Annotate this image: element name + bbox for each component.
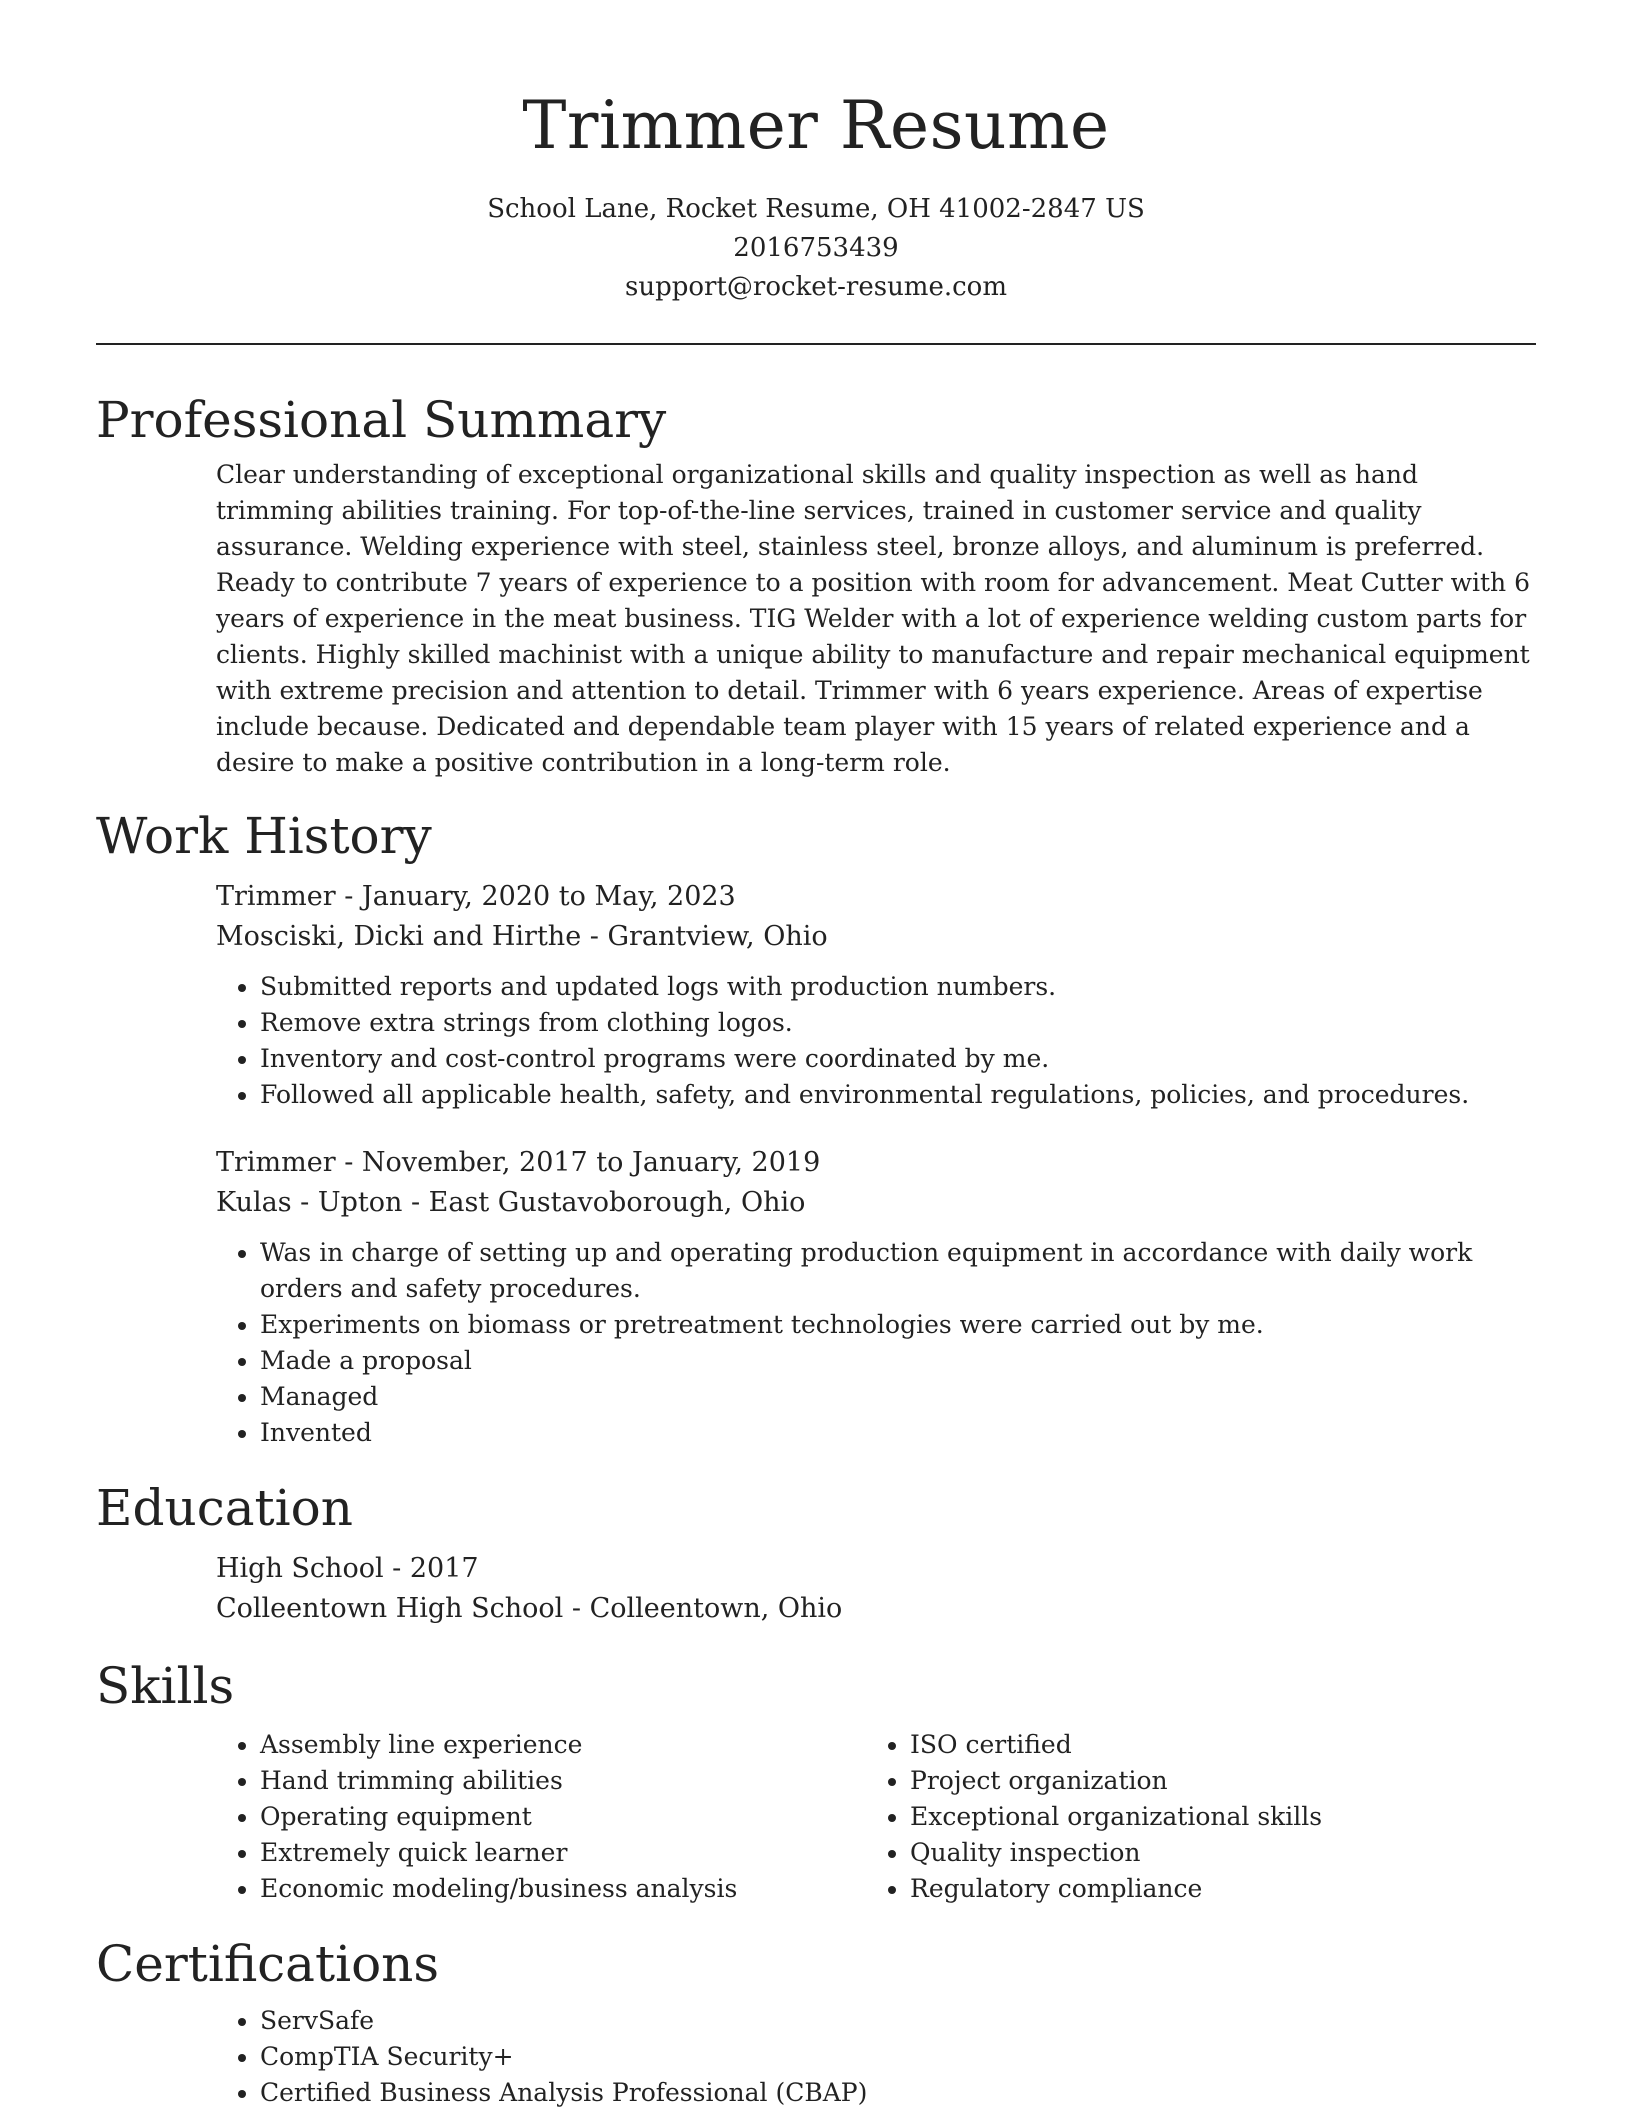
list-item: • Exceptional organizational skills (910, 1799, 1536, 1835)
contact-address: School Lane, Rocket Resume, OH 41002-2847 US (487, 194, 1145, 224)
list-item: • Followed all applicable health, safety, and environmental regulations, policies, and procedures. (260, 1077, 1536, 1113)
work-history-section (96, 805, 1536, 1451)
job-company-location: Kulas - Upton - East Gustavoborough, Ohio (216, 1187, 806, 1218)
summary-text: Clear understanding of exceptional organizational skills and quality inspection as well as hand trimming abilities training. For top-of-the-line services, trained in customer service and quality assurance. Welding experience with steel, stainless steel, bronze alloys, and aluminum is preferred. Ready to contribute 7 years of experience to a position with room for advancement. Meat Cutter with 6 years of experience in the meat business. TIG Welder with a lot of experience welding custom parts for clients. Highly skilled machinist with a unique ability to manufacture and repair mechanical equipment with extreme precision and attention to detail. Trimmer with 6 years experience. Areas of expertise include because. Dedicated and dependable team player with 15 years of related experience and a desire to make a positive contribution in a long-term role. (216, 460, 1531, 777)
list-item: • Operating equipment (260, 1799, 866, 1835)
certifications-heading: Certifications (96, 1935, 440, 1993)
contact-email: support@rocket-resume.com (624, 272, 1007, 302)
list-item: • Experiments on biomass or pretreatment technologies were carried out by me. (260, 1307, 1536, 1343)
list-item: • Submitted reports and updated logs with production numbers. (260, 969, 1536, 1005)
summary-body (96, 457, 1536, 781)
list-item: • Managed (260, 1379, 1536, 1415)
list-item: • Quality inspection (910, 1835, 1536, 1871)
summary-heading: Professional Summary (96, 391, 667, 449)
job-duties-list (216, 969, 1536, 1113)
list-item: • Remove extra strings from clothing logos. (260, 1005, 1536, 1041)
job-title-dates: Trimmer - November, 2017 to January, 2019 (216, 1147, 821, 1178)
education-body (96, 1549, 1536, 1629)
resume-title: Trimmer Resume (522, 87, 1110, 164)
list-item: • Inventory and cost-control programs were coordinated by me. (260, 1041, 1536, 1077)
work-history-body (96, 877, 1536, 1451)
resume-header (96, 0, 1536, 307)
list-item: • Project organization (910, 1763, 1536, 1799)
list-item: • Extremely quick learner (260, 1835, 866, 1871)
list-item: • Made a proposal (260, 1343, 1536, 1379)
skills-grid (216, 1727, 1536, 1907)
contact-info (96, 190, 1536, 307)
skills-heading: Skills (96, 1657, 235, 1715)
skills-body (96, 1727, 1536, 1907)
list-item: • ISO certified (910, 1727, 1536, 1763)
header-divider (96, 343, 1536, 345)
summary-section (96, 389, 1536, 781)
list-item: • Certified Business Analysis Professional (CBAP) (260, 2075, 1536, 2111)
education-heading: Education (96, 1479, 353, 1537)
education-degree-year: High School - 2017 (216, 1553, 479, 1584)
education-school-location: Colleentown High School - Colleentown, Ohio (216, 1593, 843, 1624)
list-item: • Invented (260, 1415, 1536, 1451)
skills-list-left (216, 1727, 866, 1907)
list-item: • CompTIA Security+ (260, 2039, 1536, 2075)
work-history-heading: Work History (96, 807, 432, 865)
list-item: • Economic modeling/business analysis (260, 1871, 866, 1907)
list-item: • Was in charge of setting up and operating production equipment in accordance with daily work orders and safety procedures. (260, 1235, 1536, 1307)
job-duties-list (216, 1235, 1536, 1451)
job-entry (216, 877, 1536, 1113)
list-item: • Regulatory compliance (910, 1871, 1536, 1907)
certifications-section (96, 1933, 1536, 2111)
education-section (96, 1477, 1536, 1629)
certifications-body (96, 2003, 1536, 2111)
skills-list-right (866, 1727, 1536, 1907)
list-item: • Hand trimming abilities (260, 1763, 866, 1799)
list-item: • ServSafe (260, 2003, 1536, 2039)
list-item: • Assembly line experience (260, 1727, 866, 1763)
skills-section (96, 1655, 1536, 1907)
job-company-location: Mosciski, Dicki and Hirthe - Grantview, Ohio (216, 921, 828, 952)
certifications-list (216, 2003, 1536, 2111)
job-entry (216, 1143, 1536, 1451)
job-title-dates: Trimmer - January, 2020 to May, 2023 (216, 881, 736, 912)
contact-phone: 2016753439 (733, 233, 899, 263)
